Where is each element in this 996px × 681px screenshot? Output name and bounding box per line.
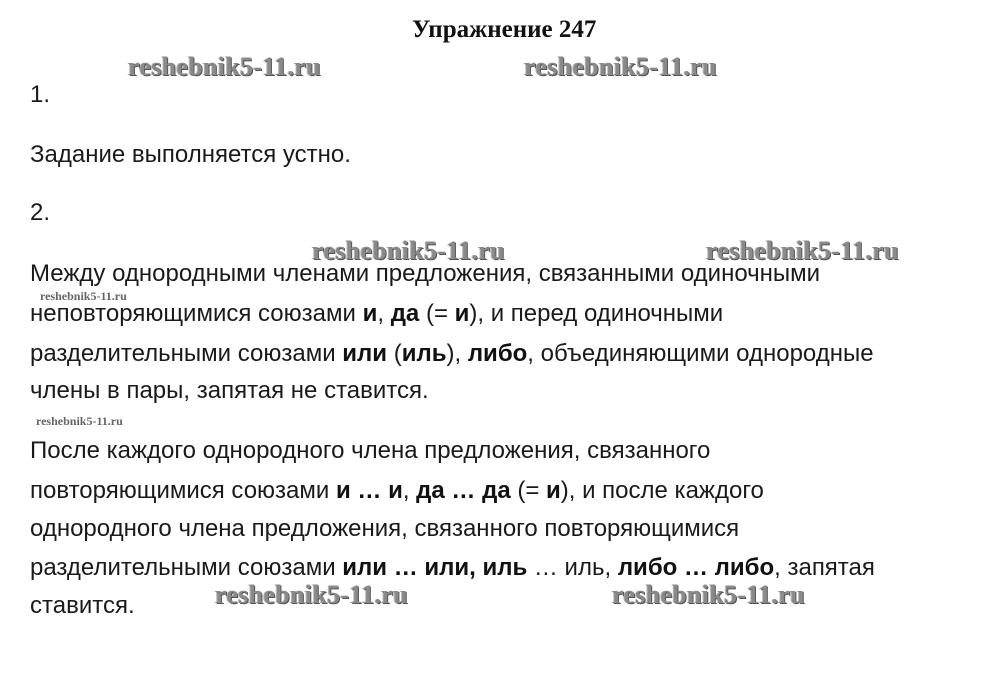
- rule-2-line-1: После каждого однородного члена предложения, связанного: [30, 437, 711, 464]
- section-2-number: 2.: [30, 199, 51, 226]
- rule-2-line-4: разделительными союзами или … или, иль … иль, либо … либо, запятая: [30, 554, 875, 581]
- rule-1-line-2: неповторяющимися союзами и, да (= и), и перед одиночными: [30, 300, 724, 327]
- rule-1-line-4: члены в пары, запятая не ставится.: [30, 377, 429, 404]
- exercise-title: Упражнение 247: [412, 16, 597, 43]
- watermark-small: reshebnik5-11.ru: [40, 289, 127, 303]
- watermark: reshebnik5-11.ru: [128, 52, 321, 81]
- watermark: reshebnik5-11.ru: [612, 580, 805, 609]
- section-1-number: 1.: [30, 81, 51, 108]
- watermark: reshebnik5-11.ru: [312, 236, 505, 265]
- rule-2-line-3: однородного члена предложения, связанного повторяющимися: [30, 515, 740, 542]
- section-1-text: Задание выполняется устно.: [30, 141, 351, 168]
- rule-1-line-1: Между однородными членами предложения, связанными одиночными: [30, 260, 821, 287]
- watermark-small: reshebnik5-11.ru: [36, 414, 123, 428]
- watermark: reshebnik5-11.ru: [524, 52, 717, 81]
- watermark: reshebnik5-11.ru: [215, 580, 408, 609]
- rule-2-line-2: повторяющимися союзами и … и, да … да (= и), и после каждого: [30, 477, 764, 504]
- rule-1-line-3: разделительными союзами или (иль), либо, объединяющими однородные: [30, 340, 874, 367]
- rule-2-line-5: ставится.: [30, 592, 135, 619]
- watermark: reshebnik5-11.ru: [706, 236, 899, 265]
